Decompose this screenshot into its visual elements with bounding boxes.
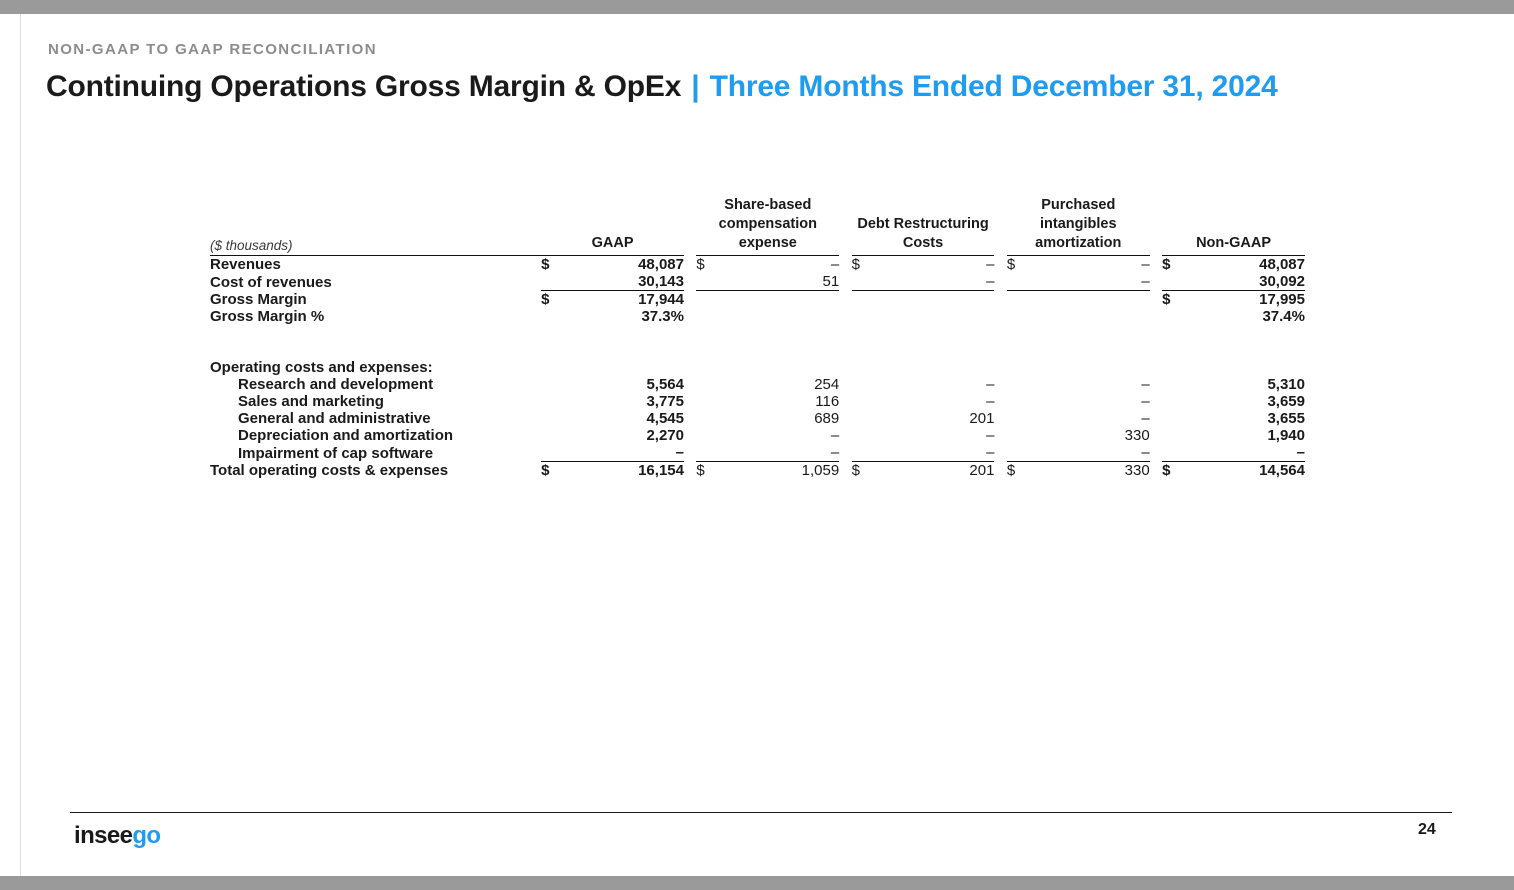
cell-sym: $ bbox=[1006, 256, 1016, 274]
cell-value: – bbox=[986, 376, 995, 394]
page-title-main: Continuing Operations Gross Margin & OpEx bbox=[46, 70, 682, 103]
cell-value: 254 bbox=[814, 376, 840, 394]
eyebrow-label: NON-GAAP TO GAAP RECONCILIATION bbox=[48, 41, 377, 58]
cell-value: 3,775 bbox=[646, 393, 684, 411]
cell-value bbox=[879, 308, 995, 325]
cell-sym bbox=[1007, 376, 1034, 393]
column-header-sbc: Share-based compensation expense bbox=[718, 197, 817, 252]
table-row bbox=[210, 359, 1305, 376]
column-header-nongaap: Non-GAAP bbox=[1196, 235, 1271, 252]
cell-sym bbox=[1162, 444, 1189, 462]
cell-value bbox=[1034, 308, 1150, 325]
table-row-total bbox=[210, 462, 1305, 480]
cell-value: 37.4% bbox=[1262, 308, 1305, 326]
cell-sym bbox=[1162, 376, 1189, 393]
cell-sym bbox=[852, 308, 879, 325]
cell-sym bbox=[1162, 273, 1189, 291]
title-separator: | bbox=[691, 70, 700, 103]
cell-value: – bbox=[986, 393, 995, 411]
cell-value: – bbox=[1034, 444, 1150, 462]
cell-value: – bbox=[879, 273, 995, 291]
row-label-total-opex: Total operating costs & expenses bbox=[210, 462, 449, 480]
cell-value: 330 bbox=[1124, 427, 1150, 445]
table-header-row bbox=[210, 196, 1305, 253]
cell-sym bbox=[541, 273, 568, 291]
reconciliation-table-wrap bbox=[210, 196, 1320, 479]
cell-sym: $ bbox=[851, 256, 860, 274]
cell-sym bbox=[696, 444, 723, 462]
cell-sym bbox=[852, 291, 879, 309]
left-rail bbox=[0, 14, 21, 876]
cell-value: – bbox=[830, 256, 840, 274]
table-row bbox=[210, 308, 1305, 325]
cell-sym bbox=[1007, 273, 1034, 291]
cell-value: 4,545 bbox=[646, 410, 684, 428]
cell-sym bbox=[1162, 410, 1189, 427]
cell-value: 51 bbox=[723, 273, 839, 291]
cell-sym: $ bbox=[541, 291, 550, 309]
top-band bbox=[0, 0, 1514, 14]
column-header-debt: Debt Restructuring Costs bbox=[857, 216, 989, 252]
table-row bbox=[210, 291, 1305, 309]
cell-sym bbox=[852, 444, 879, 462]
cell-value: – bbox=[568, 444, 684, 462]
row-label-general-administrative: General and administrative bbox=[238, 410, 431, 428]
row-label-cost-of-revenues: Cost of revenues bbox=[210, 273, 332, 291]
cell-sym bbox=[696, 376, 723, 393]
cell-sym bbox=[852, 376, 879, 393]
cell-value: 37.3% bbox=[641, 308, 684, 326]
cell-sym bbox=[541, 427, 568, 444]
cell-value: – bbox=[1141, 393, 1150, 411]
cell-sym: $ bbox=[1162, 256, 1171, 274]
cell-value: 1,059 bbox=[801, 462, 840, 480]
table-row bbox=[210, 393, 1305, 410]
cell-sym bbox=[1007, 393, 1034, 410]
cell-value: – bbox=[1189, 444, 1305, 462]
cell-value: 5,564 bbox=[646, 376, 684, 394]
cell-sym: $ bbox=[1162, 462, 1171, 480]
cell-value: – bbox=[723, 444, 839, 462]
cell-value: 1,940 bbox=[1267, 427, 1305, 445]
cell-sym bbox=[1162, 308, 1189, 325]
cell-value: 30,143 bbox=[568, 273, 684, 291]
cell-value: 3,655 bbox=[1267, 410, 1305, 428]
page-title-period: Three Months Ended December 31, 2024 bbox=[709, 70, 1278, 103]
cell-value: – bbox=[986, 427, 995, 445]
table-row bbox=[210, 444, 1305, 462]
cell-sym bbox=[696, 291, 723, 309]
units-note: ($ thousands) bbox=[210, 238, 293, 254]
cell-sym bbox=[1007, 308, 1034, 325]
cell-value: 201 bbox=[969, 462, 995, 480]
row-label-revenues: Revenues bbox=[210, 256, 281, 274]
logo-text-accent: go bbox=[132, 822, 161, 849]
cell-sym bbox=[1162, 427, 1189, 444]
cell-sym: $ bbox=[851, 462, 860, 480]
page-title bbox=[46, 70, 1278, 104]
row-label-sales-marketing: Sales and marketing bbox=[238, 393, 384, 411]
cell-sym bbox=[1007, 427, 1034, 444]
cell-value: 116 bbox=[815, 393, 840, 411]
table-row bbox=[210, 427, 1305, 444]
cell-sym bbox=[541, 308, 568, 325]
bottom-band bbox=[0, 876, 1514, 890]
cell-value bbox=[723, 291, 839, 309]
row-label-gross-margin: Gross Margin bbox=[210, 291, 307, 309]
cell-sym bbox=[696, 393, 723, 410]
cell-value: 201 bbox=[969, 410, 995, 428]
cell-sym bbox=[1007, 291, 1034, 309]
cell-value: 330 bbox=[1124, 462, 1150, 480]
cell-sym: $ bbox=[696, 462, 705, 480]
cell-value: 48,087 bbox=[1259, 256, 1305, 274]
cell-sym: $ bbox=[541, 256, 550, 274]
cell-value bbox=[1034, 291, 1150, 309]
cell-sym bbox=[852, 393, 879, 410]
cell-value: 3,659 bbox=[1267, 393, 1305, 411]
logo-text-primary: insee bbox=[74, 822, 133, 849]
cell-sym bbox=[852, 410, 879, 427]
cell-value: 2,270 bbox=[646, 427, 684, 445]
cell-sym bbox=[1007, 444, 1034, 462]
cell-sym: $ bbox=[1162, 291, 1171, 309]
cell-value bbox=[879, 291, 995, 309]
table-row bbox=[210, 256, 1305, 274]
cell-value: – bbox=[1141, 256, 1150, 274]
cell-value: 16,154 bbox=[638, 462, 684, 480]
row-label-depreciation-amortization: Depreciation and amortization bbox=[238, 427, 454, 445]
cell-sym bbox=[1007, 410, 1034, 427]
page-number: 24 bbox=[1418, 821, 1436, 838]
cell-sym: $ bbox=[696, 256, 705, 274]
table-row bbox=[210, 273, 1305, 291]
cell-sym bbox=[541, 444, 568, 462]
footer-divider bbox=[70, 812, 1452, 813]
cell-sym bbox=[1162, 393, 1189, 410]
cell-sym bbox=[696, 427, 723, 444]
table-row bbox=[210, 410, 1305, 427]
cell-value: – bbox=[830, 427, 840, 445]
cell-value: 48,087 bbox=[638, 256, 684, 274]
cell-sym bbox=[852, 427, 879, 444]
row-label-opex-header: Operating costs and expenses: bbox=[210, 359, 433, 377]
company-logo bbox=[74, 822, 161, 850]
row-label-gross-margin-pct: Gross Margin % bbox=[210, 308, 325, 326]
column-header-gaap: GAAP bbox=[591, 235, 634, 252]
cell-sym bbox=[541, 410, 568, 427]
row-label-research-development: Research and development bbox=[238, 376, 434, 394]
cell-value: 30,092 bbox=[1189, 273, 1305, 291]
cell-sym bbox=[696, 273, 723, 291]
row-spacer bbox=[210, 325, 1305, 359]
cell-sym bbox=[696, 410, 723, 427]
cell-value: 17,944 bbox=[638, 291, 684, 309]
cell-sym bbox=[541, 393, 568, 410]
cell-sym: $ bbox=[541, 462, 550, 480]
cell-value: – bbox=[1141, 376, 1150, 394]
cell-value: – bbox=[986, 256, 995, 274]
cell-value: – bbox=[1034, 273, 1150, 291]
row-label-impairment-cap-software: Impairment of cap software bbox=[238, 444, 434, 462]
cell-value: – bbox=[879, 444, 995, 462]
cell-value: 689 bbox=[814, 410, 840, 428]
cell-value: 17,995 bbox=[1259, 291, 1305, 309]
cell-value: – bbox=[1141, 410, 1150, 428]
cell-sym bbox=[852, 273, 879, 291]
cell-sym bbox=[696, 308, 723, 325]
cell-sym bbox=[541, 376, 568, 393]
cell-value bbox=[723, 308, 839, 325]
cell-value: 5,310 bbox=[1267, 376, 1305, 394]
cell-sym: $ bbox=[1006, 462, 1016, 480]
reconciliation-table bbox=[210, 196, 1305, 479]
column-header-intangibles: Purchased intangibles amortization bbox=[1035, 197, 1122, 252]
cell-value: 14,564 bbox=[1259, 462, 1305, 480]
table-row bbox=[210, 376, 1305, 393]
